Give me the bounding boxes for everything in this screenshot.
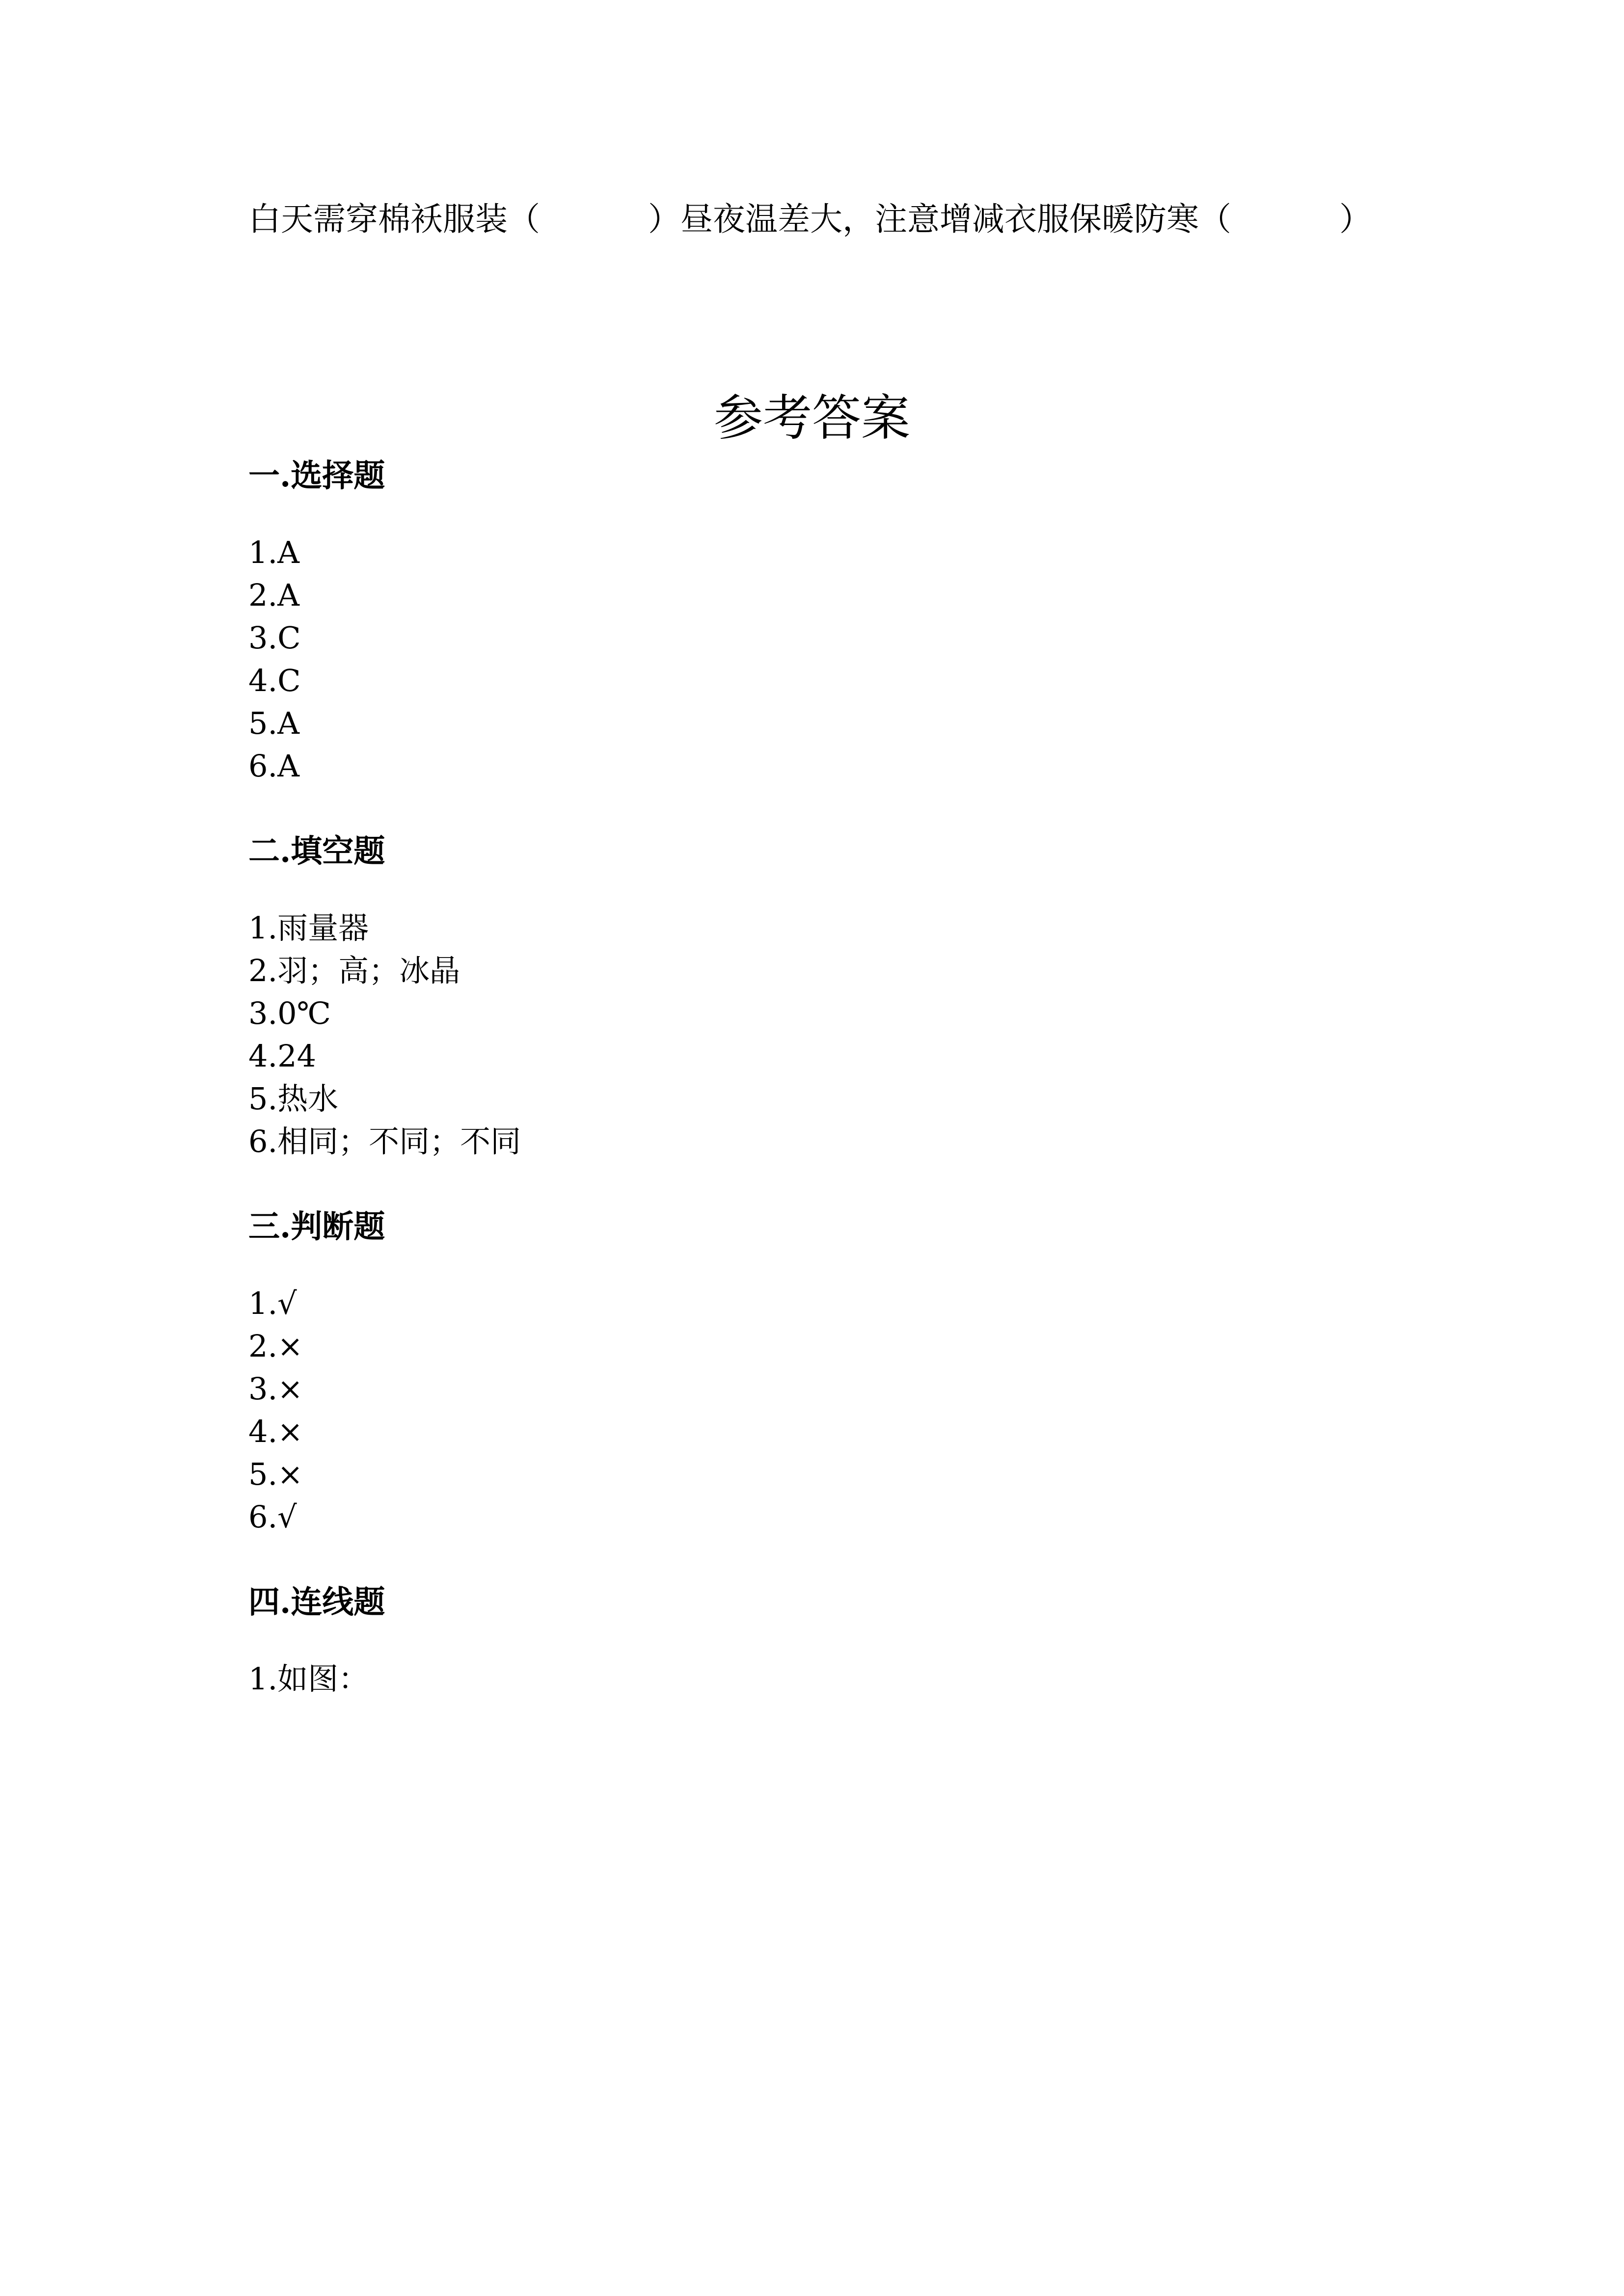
answer-list (248, 1282, 1378, 1538)
section-multiple-choice (248, 456, 1378, 787)
answer-list (248, 531, 1378, 787)
item-number: 1. (248, 1285, 278, 1321)
item-number: 6. (248, 748, 278, 784)
item-number: 1. (248, 534, 278, 570)
item-answer: 0℃ (277, 995, 331, 1031)
answer-item (248, 1410, 1378, 1453)
answer-list (248, 1657, 1378, 1700)
section-title: 三.判断题 (248, 1208, 385, 1245)
answer-item (248, 1120, 1378, 1163)
answer-item (248, 1325, 1378, 1367)
answer-item (248, 745, 1378, 787)
item-number: 5. (248, 1081, 278, 1117)
item-number: 2. (248, 577, 278, 613)
question-text-part2: ）昼夜温差大，注意增减衣服保暖防寒（ (648, 200, 1231, 238)
item-number: 4. (248, 663, 278, 698)
answer-item (248, 1495, 1378, 1538)
item-answer: A (277, 577, 299, 613)
answer-item (248, 702, 1378, 745)
answer-item (248, 1077, 1378, 1120)
item-answer: × (277, 1456, 303, 1492)
answer-item (248, 1453, 1378, 1495)
section-title: 二.填空题 (248, 833, 385, 870)
item-answer: A (277, 705, 299, 741)
item-answer: 24 (277, 1038, 317, 1074)
item-number: 4. (248, 1038, 278, 1074)
answer-key-title: 参考答案 (714, 389, 910, 447)
section-true-false (248, 1207, 1378, 1538)
item-answer: × (277, 1328, 303, 1364)
item-number: 6. (248, 1123, 278, 1159)
item-number: 5. (248, 705, 278, 741)
item-answer: √ (277, 1285, 297, 1321)
answer-item (248, 659, 1378, 702)
item-answer: C (277, 663, 301, 698)
section-matching (248, 1583, 1378, 1700)
item-answer: 雨量器 (277, 910, 369, 946)
answer-item (248, 1282, 1378, 1325)
item-answer: 相同；不同；不同 (277, 1123, 521, 1159)
answer-item (248, 1657, 1378, 1700)
question-text-part3: ） (1339, 200, 1372, 238)
item-number: 2. (248, 953, 278, 988)
answer-item (248, 1367, 1378, 1410)
answer-item (248, 992, 1378, 1035)
question-line (248, 199, 1372, 240)
answer-item (248, 949, 1378, 992)
answer-item (248, 574, 1378, 616)
item-answer: × (277, 1414, 303, 1449)
item-number: 6. (248, 1499, 278, 1535)
item-number: 5. (248, 1456, 278, 1492)
item-number: 4. (248, 1414, 278, 1449)
section-title: 一.选择题 (248, 457, 385, 494)
answer-item (248, 907, 1378, 949)
item-number: 2. (248, 1328, 278, 1364)
item-number: 3. (248, 995, 278, 1031)
item-answer: C (277, 620, 301, 656)
item-number: 1. (248, 1661, 278, 1697)
item-answer: 羽；高；冰晶 (277, 953, 460, 988)
section-fill-in-blank (248, 832, 1378, 1163)
item-answer: 如图： (277, 1661, 369, 1697)
section-title: 四.连线题 (248, 1584, 385, 1621)
item-answer: × (277, 1371, 303, 1407)
item-number: 3. (248, 620, 278, 656)
item-answer: 热水 (277, 1081, 339, 1117)
answer-list (248, 907, 1378, 1163)
item-number: 3. (248, 1371, 278, 1407)
item-answer: A (277, 748, 299, 784)
question-text-part1: 白天需穿棉袄服装（ (248, 200, 540, 238)
answer-item (248, 531, 1378, 574)
answer-item (248, 616, 1378, 659)
item-answer: √ (277, 1499, 297, 1535)
item-answer: A (277, 534, 299, 570)
item-number: 1. (248, 910, 278, 946)
answer-item (248, 1035, 1378, 1077)
